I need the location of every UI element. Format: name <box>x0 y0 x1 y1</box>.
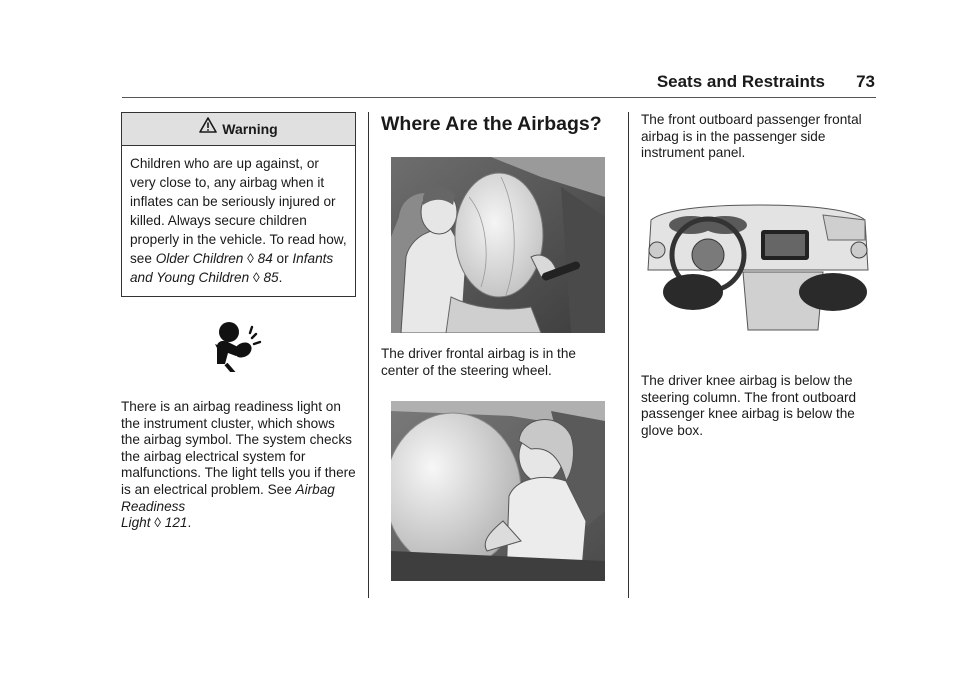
airbag-readiness-icon <box>212 320 268 372</box>
warning-triangle-icon <box>199 112 217 144</box>
driver-airbag-caption: The driver frontal airbag is in the center of the steering wheel. <box>381 346 576 378</box>
warning-text-end: . <box>278 270 283 285</box>
link-light[interactable]: Light <box>121 515 151 531</box>
dashboard-airbag-illustration <box>643 180 873 338</box>
warning-heading: Warning <box>222 121 278 137</box>
section-heading: Where Are the Airbags? <box>381 113 602 135</box>
header-rule <box>122 97 876 98</box>
page-ref-121[interactable]: 121 <box>164 515 188 531</box>
readiness-text-body: There is an airbag readiness light on the instrument cluster, which shows the airbag symbol. The system checks the airbag electrical system for malfunctions. The light tells you if there is an electrical problem. See <box>121 399 356 497</box>
page-ref-symbol: ◊ <box>252 270 260 285</box>
readiness-text-end: . <box>187 515 192 531</box>
warning-box <box>121 112 356 297</box>
warning-text <box>122 146 355 296</box>
column-divider-1 <box>368 112 369 598</box>
page-number: 73 <box>856 72 875 91</box>
page-ref-84[interactable]: 84 <box>257 251 273 266</box>
column-middle <box>381 112 609 378</box>
knee-airbag-illustration <box>391 401 605 581</box>
knee-airbag-caption: The driver knee airbag is below the steering column. The front outboard passenger knee airbag is below the glove box. <box>641 373 857 438</box>
passenger-airbag-caption: The front outboard passenger frontal airbag is in the passenger side instrument panel. <box>641 112 862 161</box>
readiness-text <box>121 399 356 532</box>
page-ref-symbol: ◊ <box>247 251 254 266</box>
section-title: Seats and Restraints <box>656 72 825 91</box>
driver-airbag-illustration <box>391 157 605 333</box>
page-header <box>0 72 875 94</box>
warning-conj: or <box>272 251 293 266</box>
warning-header <box>122 113 355 146</box>
page-ref-symbol: ◊ <box>154 515 161 531</box>
warning-text-body: Children who are up against, or very close to, any airbag when it inflates can be seriously injured or killed. Always secure children properly in the vehicle. To read how, see <box>130 156 347 266</box>
link-infants-young-children[interactable]: Infants and Young Children <box>130 251 334 285</box>
page-ref-85[interactable]: 85 <box>263 270 279 285</box>
link-older-children[interactable]: Older Children <box>155 251 244 266</box>
column-left <box>121 112 356 531</box>
column-right <box>641 112 877 438</box>
link-airbag-readiness[interactable]: Airbag Readiness <box>121 481 335 514</box>
column-divider-2 <box>628 112 629 598</box>
